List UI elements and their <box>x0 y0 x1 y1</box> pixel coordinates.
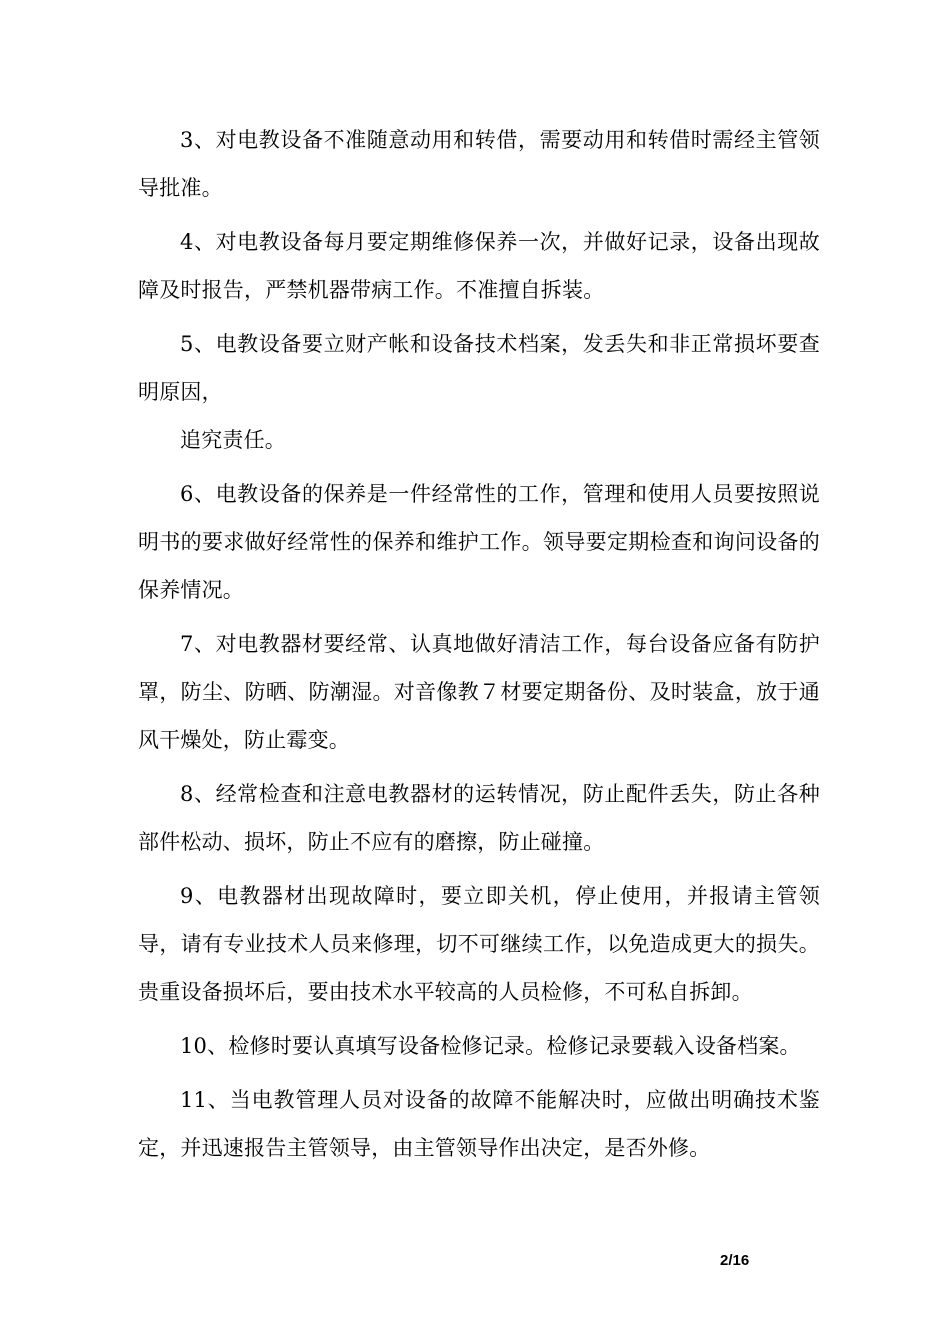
paragraph-item-4: 4、对电教设备每月要定期维修保养一次，并做好记录，设备出现故障及时报告，严禁机器带病工作。不准擅自拆装。 <box>138 230 820 302</box>
document-body <box>138 116 820 1178</box>
page-number: 2/16 <box>720 1252 750 1269</box>
paragraph-item-7: 7、对电教器材要经常、认真地做好清洁工作，每台设备应备有防护罩，防尘、防晒、防潮湿。对音像教７材要定期备份、及时装盒，放于通风干燥处，防止霉变。 <box>138 632 820 752</box>
paragraph-item-5: 5、电教设备要立财产帐和设备技术档案，发丢失和非正常损坏要查明原因， <box>138 332 820 404</box>
paragraph-item-10: 10、检修时要认真填写设备检修记录。检修记录要载入设备档案。 <box>180 1034 801 1058</box>
paragraph-item-6: 6、电教设备的保养是一件经常性的工作，管理和使用人员要按照说明书的要求做好经常性的保养和维护工作。领导要定期检查和询问设备的保养情况。 <box>138 482 820 602</box>
paragraph-item-3: 3、对电教设备不准随意动用和转借，需要动用和转借时需经主管领导批准。 <box>138 128 820 200</box>
paragraph-item-9: 9、电教器材出现故障时，要立即关机，停止使用，并报请主管领导，请有专业技术人员来修理，切不可继续工作，以免造成更大的损失。贵重设备损坏后，要由技术水平较高的人员检修，不可私自拆卸。 <box>138 884 820 1004</box>
paragraph-item-8: 8、经常检查和注意电教器材的运转情况，防止配件丢失，防止各种部件松动、损坏，防止不应有的磨擦，防止碰撞。 <box>138 782 820 854</box>
paragraph-item-11: 11、当电教管理人员对设备的故障不能解决时，应做出明确技术鉴定，并迅速报告主管领导，由主管领导作出决定，是否外修。 <box>138 1088 820 1160</box>
paragraph-item-5-continued: 追究责任。 <box>180 428 286 452</box>
